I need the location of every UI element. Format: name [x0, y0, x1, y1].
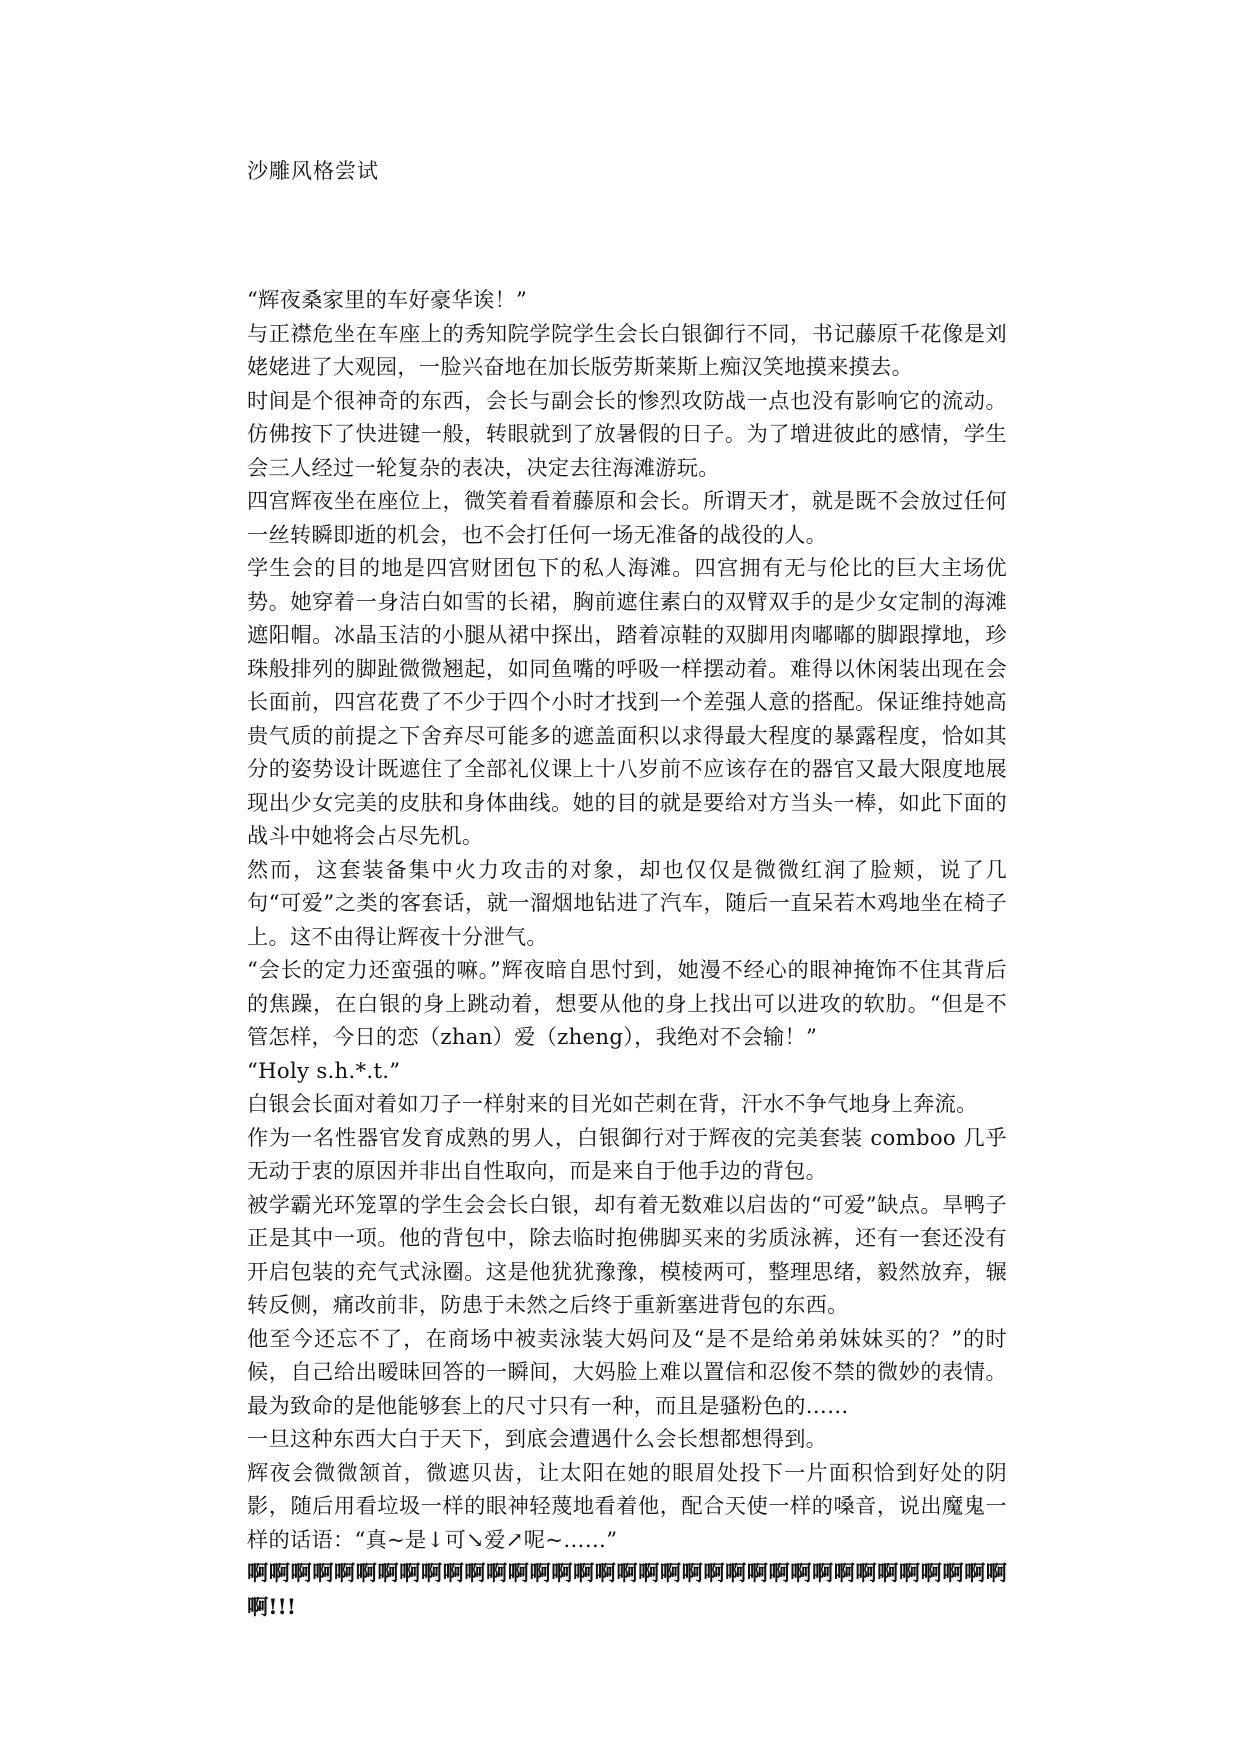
- paragraph: 四宫辉夜坐在座位上，微笑着看着藤原和会长。所谓天才，就是既不会放过任何一丝转瞬即逝的机会，也不会打任何一场无准备的战役的人。: [247, 488, 1007, 547]
- paragraph: “Holy s.h.*.t.”: [247, 1057, 401, 1083]
- paragraph: “辉夜桑家里的车好豪华诶！”: [247, 287, 528, 312]
- paragraph: 作为一名性器官发育成熟的男人，白银御行对于辉夜的完美套装 comboo 几乎无动于衷的原因并非出自性取向，而是来自于他手边的背包。: [247, 1124, 1007, 1183]
- paragraph: 被学霸光环笼罩的学生会会长白银，却有着无数难以启齿的“可爱”缺点。旱鸭子正是其中一项。他的背包中，除去临时抱佛脚买来的劣质泳裤，还有一套还没有开启包装的充气式泳圈。这是他犹犹豫豫，模棱两可，整理思绪，毅然放弃，辗转反侧，痛改前非，防患于未然之后终于重新塞进背包的东西。: [247, 1191, 1007, 1317]
- paragraph: 白银会长面对着如刀子一样射来的目光如芒刺在背，汗水不争气地身上奔流。: [247, 1091, 978, 1116]
- paragraph: 啊啊啊啊啊啊啊啊啊啊啊啊啊啊啊啊啊啊啊啊啊啊啊啊啊啊啊啊啊啊啊啊啊啊啊啊!!!: [247, 1560, 1007, 1619]
- paragraph: 与正襟危坐在车座上的秀知院学院学生会长白银御行不同，书记藤原千花像是刘姥姥进了大观园，一脸兴奋地在加长版劳斯莱斯上痴汉笑地摸来摸去。: [247, 320, 1007, 379]
- paragraph: 他至今还忘不了，在商场中被卖泳装大妈问及“是不是给弟弟妹妹买的？”的时候，自己给出暧昧回答的一瞬间，大妈脸上难以置信和忍俊不禁的微妙的表情。最为致命的是他能够套上的尺寸只有一种，而且是骚粉色的……: [247, 1325, 1007, 1418]
- paragraph: “会长的定力还蛮强的嘛。”辉夜暗自思忖到，她漫不经心的眼神掩饰不住其背后的焦躁，在白银的身上跳动着，想要从他的身上找出可以进攻的软肋。“但是不管怎样，今日的恋（zhan）爱（zheng），我绝对不会输！”: [247, 957, 1007, 1049]
- paragraph: 辉夜会微微颔首，微遮贝齿，让太阳在她的眼眉处投下一片面积恰到好处的阴影，随后用看垃圾一样的眼神轻蔑地看着他，配合天使一样的嗓音，说出魔鬼一样的话语：“真~是↓可↘爱↗呢~……”: [247, 1459, 1007, 1552]
- document-body: [247, 283, 1007, 1623]
- paragraph: 然而，这套装备集中火力攻击的对象，却也仅仅是微微红润了脸颊，说了几句“可爱”之类的客套话，就一溜烟地钻进了汽车，随后一直呆若木鸡地坐在椅子上。这不由得让辉夜十分泄气。: [247, 856, 1007, 949]
- paragraph: 时间是个很神奇的东西，会长与副会长的惨烈攻防战一点也没有影响它的流动。仿佛按下了快进键一般，转眼就到了放暑假的日子。为了增进彼此的感情，学生会三人经过一轮复杂的表决，决定去往海滩游玩。: [247, 387, 1007, 480]
- document-title: 沙雕风格尝试: [247, 159, 379, 183]
- paragraph: 一旦这种东西大白于天下，到底会遭遇什么会长想都想得到。: [247, 1426, 828, 1451]
- paragraph: 学生会的目的地是四宫财团包下的私人海滩。四宫拥有无与伦比的巨大主场优势。她穿着一身洁白如雪的长裙，胸前遮住素白的双臂双手的是少女定制的海滩遮阳帽。冰晶玉洁的小腿从裙中探出，踏着凉鞋的双脚用肉嘟嘟的脚跟撑地，珍珠般排列的脚趾微微翘起，如同鱼嘴的呼吸一样摆动着。难得以休闲装出现在会长面前，四宫花费了不少于四个小时才找到一个差强人意的搭配。保证维持她高贵气质的前提之下舍弃尽可能多的遮盖面积以求得最大程度的暴露程度，恰如其分的姿势设计既遮住了全部礼仪课上十八岁前不应该存在的器官又最大限度地展现出少女完美的皮肤和身体曲线。她的目的就是要给对方当头一棒，如此下面的战斗中她将会占尽先机。: [247, 555, 1007, 848]
